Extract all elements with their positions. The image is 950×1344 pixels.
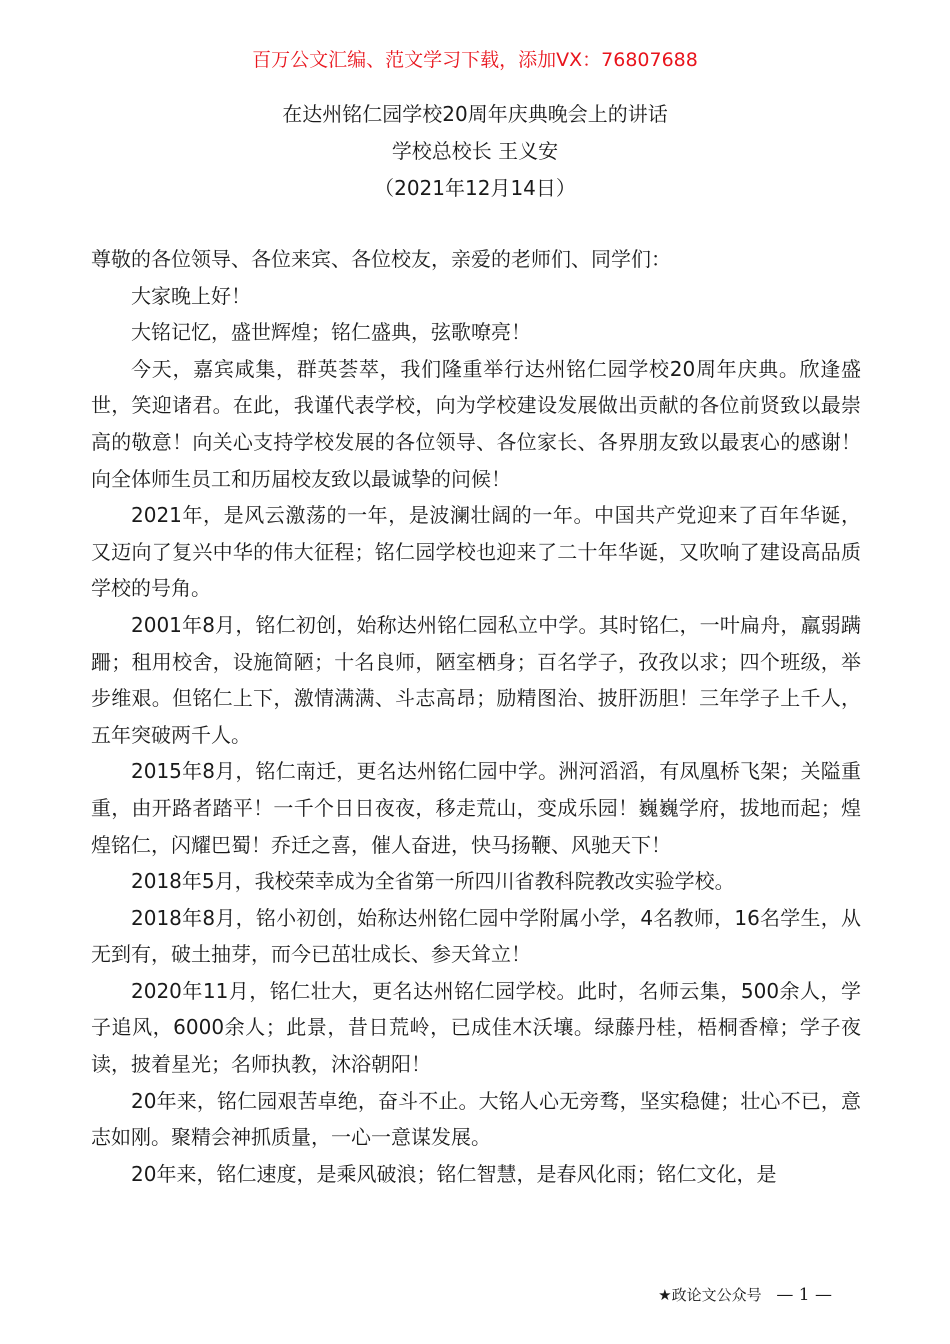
speaker-line: 学校总校长 王义安 (391, 139, 559, 163)
paragraph: 大家晚上好！ (131, 283, 251, 308)
speech-date: （2021年12月14日） (374, 176, 576, 200)
title-block (0, 96, 950, 207)
paragraph: 2018年5月，我校荣幸成为全省第一所四川省教科院教改实验学校。 (131, 869, 735, 894)
page-footer (658, 1283, 832, 1307)
speech-title: 在达州铭仁园学校20周年庆典晚会上的讲话 (282, 102, 668, 126)
paragraph: 2015年8月，铭仁南迁，更名达州铭仁园中学。洲河滔滔，有凤凰桥飞架；关隘重重，由开路者踏平！一千个日日夜夜，移走荒山，变成乐园！巍巍学府，拔地而起；煌煌铭仁，闪耀巴蜀！乔迁之喜，催人奋进，快马扬鞭、风驰天下！ (91, 759, 861, 857)
speech-body (91, 241, 861, 1192)
watermark-banner: 百万公文汇编、范文学习下载，添加VX：76807688 (252, 49, 698, 71)
footer-source: ★政论文公众号 (658, 1286, 762, 1304)
paragraph: 2021年，是风云激荡的一年，是波澜壮阔的一年。中国共产党迎来了百年华诞，又迈向了复兴中华的伟大征程；铭仁园学校也迎来了二十年华诞，又吹响了建设高品质学校的号角。 (91, 503, 861, 601)
paragraph: 2018年8月，铭小初创，始称达州铭仁园中学附属小学，4名教师，16名学生，从无到有，破土抽芽，而今已茁壮成长、参天耸立！ (91, 905, 861, 967)
page-number: — 1 — (776, 1285, 832, 1305)
paragraph: 大铭记忆，盛世辉煌；铭仁盛典，弦歌嘹亮！ (131, 320, 531, 345)
paragraph: 20年来，铭仁园艰苦卓绝，奋斗不止。大铭人心无旁骛，坚实稳健；壮心不已，意志如刚。聚精会神抓质量，一心一意谋发展。 (91, 1088, 861, 1150)
paragraph: 2001年8月，铭仁初创，始称达州铭仁园私立中学。其时铭仁，一叶扁舟，羸弱蹒跚；租用校舍，设施简陋；十名良师，陋室栖身；百名学子，孜孜以求；四个班级，举步维艰。但铭仁上下，激情满满、斗志高昂；励精图治、披肝沥胆！三年学子上千人，五年突破两千人。 (91, 612, 861, 747)
paragraph: 2020年11月，铭仁壮大，更名达州铭仁园学校。此时，名师云集，500余人，学子追风，6000余人；此景，昔日荒岭，已成佳木沃壤。绿藤丹桂，梧桐香樟；学子夜读，披着星光；名师执教，沐浴朝阳！ (91, 978, 861, 1077)
paragraph: 20年来，铭仁速度，是乘风破浪；铭仁智慧，是春风化雨；铭仁文化，是 (131, 1161, 777, 1186)
paragraph: 今天，嘉宾咸集，群英荟萃，我们隆重举行达州铭仁园学校20周年庆典。欣逢盛世，笑迎诸君。在此，我谨代表学校，向为学校建设发展做出贡献的各位前贤致以最崇高的敬意！向关心支持学校发展的各位领导、各位家长、各界朋友致以最衷心的感谢！向全体师生员工和历届校友致以最诚挚的问候！ (91, 356, 861, 491)
salutation: 尊敬的各位领导、各位来宾、各位校友，亲爱的老师们、同学们： (91, 247, 671, 271)
